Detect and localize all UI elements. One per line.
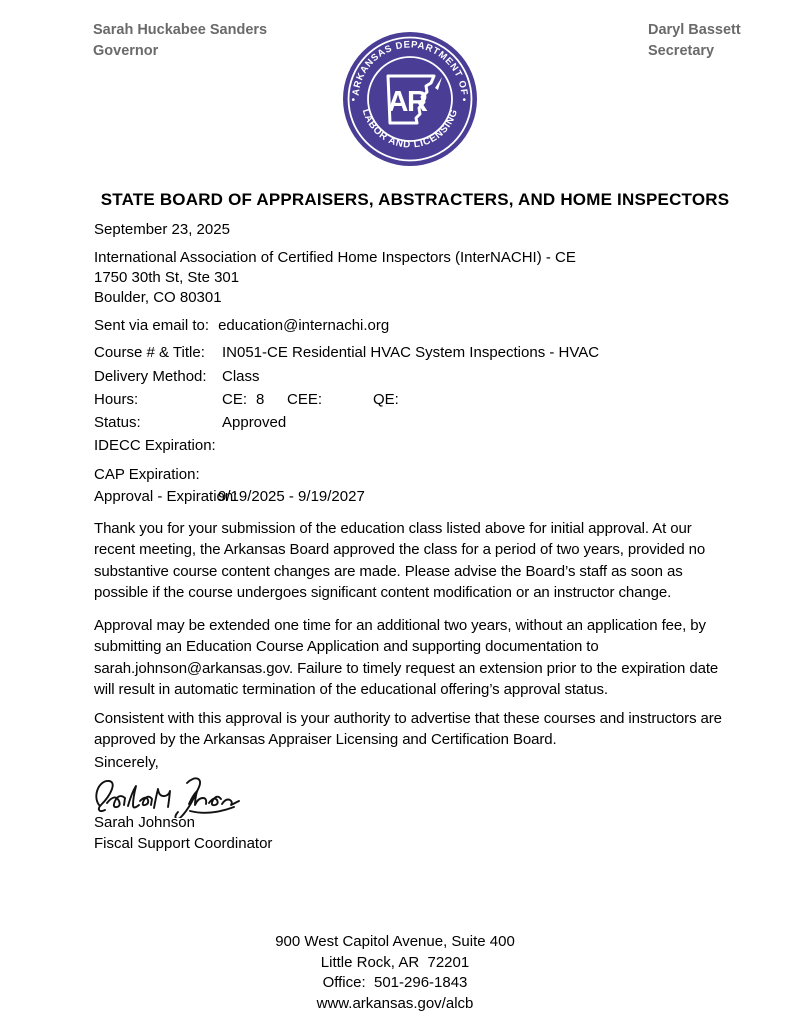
recipient-line: Boulder, CO 80301 — [94, 289, 222, 306]
hours-ce — [222, 391, 287, 408]
footer-phone: Office: 501-296-1843 — [322, 974, 468, 991]
field-value: IN051-CE Residential HVAC System Inspections - HVAC — [222, 344, 600, 361]
signer-title: Fiscal Support Coordinator — [94, 835, 273, 852]
seal-monogram: AR — [387, 86, 427, 118]
field-hours — [94, 391, 408, 408]
sent-via-email-line — [94, 317, 389, 334]
field-label: Delivery Method: — [94, 368, 207, 385]
recipient-line: International Association of Certified Home Inspectors (InterNACHI) - CE — [94, 249, 576, 266]
field-label: IDECC Expiration: — [94, 437, 216, 454]
footer-website: www.arkansas.gov/alcb — [316, 994, 474, 1012]
body-paragraph-3: Consistent with this approval is your authority to advertise that these courses and instructors are approved by the Arkansas Appraiser Licensing and Certification Board. — [94, 710, 722, 749]
field-idecc-expiration — [94, 437, 222, 454]
recipient-address — [94, 248, 576, 308]
signer-block — [94, 812, 272, 854]
footer-address-block — [0, 932, 790, 1014]
governor-name: Sarah Huckabee Sanders — [93, 22, 268, 38]
closing-salutation: Sincerely, — [94, 754, 159, 771]
hours-qe — [373, 391, 408, 408]
secretary-title: Secretary — [648, 43, 715, 59]
field-label: Approval - Expiration: — [94, 488, 238, 505]
field-delivery-method — [94, 368, 260, 385]
signer-name: Sarah Johnson — [94, 814, 195, 831]
seal-right-dot: • — [462, 95, 467, 106]
qe-label: QE: — [373, 391, 399, 408]
field-approval-expiration — [94, 488, 365, 505]
field-label: Hours: — [94, 391, 139, 408]
field-label: Course # & Title: — [94, 344, 205, 361]
field-value: 9/19/2025 - 9/19/2027 — [218, 488, 365, 505]
field-value: Approved — [222, 414, 287, 431]
letter-date: September 23, 2025 — [94, 221, 230, 238]
arkansas-labor-licensing-seal-icon — [341, 30, 479, 168]
footer-street: 900 West Capitol Avenue, Suite 400 — [275, 933, 515, 950]
seal-arc-top-text: ARKANSAS DEPARTMENT OF — [350, 39, 470, 97]
governor-title: Governor — [93, 43, 159, 59]
governor-header — [93, 20, 267, 62]
seal-arc-bottom-text: LABOR AND LICENSING — [359, 107, 461, 151]
sent-via-label: Sent via email to: — [94, 317, 210, 334]
recipient-email: education@internachi.org — [218, 317, 390, 334]
field-label: CAP Expiration: — [94, 466, 200, 483]
board-title: STATE BOARD OF APPRAISERS, ABSTRACTERS, AND HOME INSPECTORS — [100, 190, 730, 209]
footer-city: Little Rock, AR 72201 — [320, 953, 470, 971]
ce-label: CE: — [222, 391, 248, 408]
field-label: Status: — [94, 414, 141, 431]
secretary-name: Daryl Bassett — [648, 22, 741, 38]
field-course-title — [94, 344, 599, 361]
hours-cee — [287, 391, 373, 408]
body-paragraph-1: Thank you for your submission of the education class listed above for initial approval. At our recent meeting, the Arkansas Board approved the class for a period of two years, provided no substantive course content changes are made. Please advise the Board’s staff as soon as possible if the course undergoes significant content modification or an instructor change. — [94, 520, 706, 601]
seal-left-dot: • — [351, 95, 356, 106]
ce-value: 8 — [256, 391, 265, 408]
cee-label: CEE: — [287, 391, 323, 408]
field-value: Class — [222, 368, 260, 385]
recipient-line: 1750 30th St, Ste 301 — [94, 269, 240, 286]
body-paragraph-2: Approval may be extended one time for an additional two years, without an application fee, by submitting an Education Course Application and supporting documentation to sarah.johnson@arkansas.gov. Failure to timely request an extension prior to the expiration date will result in automatic termination of the educational offering’s approval status. — [94, 617, 719, 698]
secretary-header — [648, 20, 741, 62]
field-cap-expiration — [94, 466, 222, 483]
field-status — [94, 414, 286, 431]
